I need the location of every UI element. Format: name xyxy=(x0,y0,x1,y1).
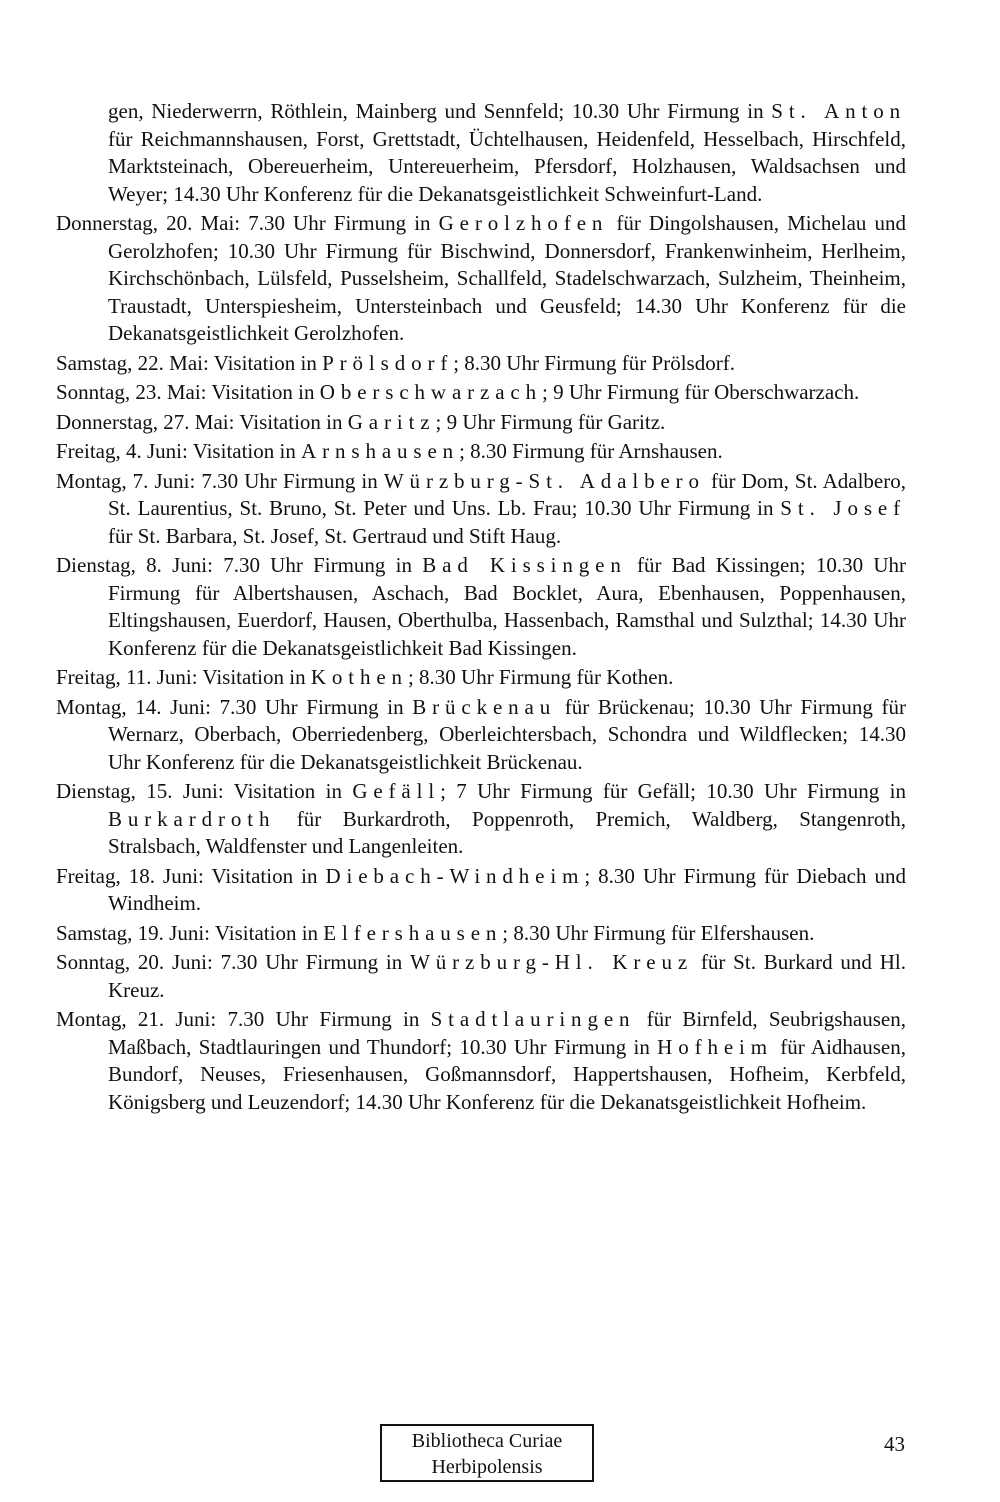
schedule-entry xyxy=(56,350,906,378)
schedule-entry xyxy=(56,664,906,692)
entry-text: Montag, 21. Juni: 7.30 Uhr Firmung in xyxy=(56,1007,431,1031)
entry-text: Freitag, 4. Juni: Visitation in xyxy=(56,439,302,463)
entry-text: ; 8.30 Uhr Firmung für Prölsdorf. xyxy=(453,350,735,375)
entry-text: Samstag, 22. Mai: Visitation in xyxy=(56,350,323,375)
schedule-entry xyxy=(56,98,906,208)
entry-text: für Brückenau; 10.30 Uhr Firmung für Wernarz, Oberbach, Oberriedenberg, Oberleichtersbach, Schondra und Wildflecken; 14.30 Uhr Konferenz für die Dekanatsgeistlichkeit Brückenau. xyxy=(108,694,906,774)
place-name-spaced: Hofheim xyxy=(657,1034,773,1059)
document-page xyxy=(56,98,906,1118)
schedule-entry xyxy=(56,438,906,466)
schedule-entry xyxy=(56,1006,906,1116)
schedule-entry xyxy=(56,778,906,861)
place-name-spaced: Burkardroth xyxy=(108,806,276,831)
entry-text: Montag, 7. Juni: 7.30 Uhr Firmung in xyxy=(56,468,384,493)
entry-text: für Burkardroth, Poppenroth, Premich, Waldberg, Stangenroth, Stralsbach, Waldfenster und Langenleiten. xyxy=(108,806,906,858)
place-name-spaced: Oberschwarzach xyxy=(319,380,543,404)
entry-text: ; 8.30 Firmung für Arnshausen. xyxy=(459,439,723,463)
place-name-spaced: Diebach-Windheim xyxy=(325,863,585,888)
entry-text: ; 8.30 Uhr Firmung für Elfershausen. xyxy=(502,920,815,945)
entry-text: ; 8.30 Uhr Firmung für Diebach und Windheim. xyxy=(108,863,906,915)
entry-text: für Dom, St. Adalbero, St. Laurentius, St. Bruno, St. Peter und Uns. Lb. Frau; 10.30 Uhr Firmung in xyxy=(108,468,906,520)
page-footer xyxy=(0,1424,1000,1484)
entry-text: gen, Niederwerrn, Röthlein, Mainberg und Sennfeld; 10.30 Uhr Firmung in xyxy=(108,99,772,123)
schedule-entry xyxy=(56,379,906,407)
place-name-spaced: Bad Kissingen xyxy=(422,553,627,577)
place-name-spaced: St. Anton xyxy=(771,99,906,123)
place-name-spaced: Gefäll xyxy=(352,779,441,803)
entry-text: für St. Burkard und Hl. Kreuz. xyxy=(108,950,906,1002)
entry-text: ; 9 Uhr Firmung für Oberschwarzach. xyxy=(542,380,860,404)
place-name-spaced: Gerolzhofen xyxy=(438,211,609,235)
entry-text: ; 8.30 Uhr Firmung für Kothen. xyxy=(407,665,674,689)
library-stamp xyxy=(380,1424,594,1482)
entry-text: ; 9 Uhr Firmung für Garitz. xyxy=(435,409,666,434)
entry-text: für Aidhausen, Bundorf, Neuses, Friesenhausen, Goßmannsdorf, Happertshausen, Hofheim, Kerbfeld, Königsberg und Leuzendorf; 14.30 Uhr Konferenz für die Dekanatsgeistlichkeit Hofheim. xyxy=(108,1034,906,1114)
place-name-spaced: Arnshausen xyxy=(301,439,460,463)
entry-text: Sonntag, 23. Mai: Visitation in xyxy=(56,380,320,404)
schedule-entry xyxy=(56,694,906,777)
entry-text: Donnerstag, 20. Mai: 7.30 Uhr Firmung in xyxy=(56,211,439,235)
place-name-spaced: Brückenau xyxy=(412,694,557,719)
schedule-entry xyxy=(56,920,906,948)
entry-text: Freitag, 18. Juni: Visitation in xyxy=(56,863,326,888)
schedule-entry xyxy=(56,552,906,662)
place-name-spaced: Elfershausen xyxy=(323,920,503,945)
place-name-spaced: Kothen xyxy=(310,665,408,689)
entry-text: für Reichmannshausen, Forst, Grettstadt, Üchtelhausen, Heidenfeld, Hesselbach, Hirschfeld, Marktsteinach, Obereuerheim, Untereuerheim, Pfersdorf, Holzhausen, Waldsachsen und Weyer; 14.30 Uhr Konferenz für die Dekanatsgeistlichkeit Schweinfurt-Land. xyxy=(108,126,906,206)
schedule-entry xyxy=(56,949,906,1004)
entry-text: Montag, 14. Juni: 7.30 Uhr Firmung in xyxy=(56,694,413,719)
place-name-spaced: Prölsdorf xyxy=(322,350,454,375)
entry-text: Dienstag, 15. Juni: Visitation in xyxy=(56,779,353,803)
stamp-line-2: Herbipolensis xyxy=(431,1456,543,1478)
entry-text: ; 7 Uhr Firmung für Gefäll; 10.30 Uhr Firmung in xyxy=(440,779,906,803)
entry-text: für St. Barbara, St. Josef, St. Gertraud und Stift Haug. xyxy=(108,523,562,548)
place-name-spaced: Stadtlauringen xyxy=(430,1007,636,1031)
schedule-entry xyxy=(56,210,906,348)
entry-text: für Dingolshausen, Michelau und Gerolzhofen; 10.30 Uhr Firmung für Bischwind, Donnersdorf, Frankenwinheim, Herlheim, Kirchschönbach, Lülsfeld, Pusselsheim, Schallfeld, Stadelschwarzach, Sulzheim, Theinheim, Traustadt, Unterspiesheim, Untersteinbach und Geusfeld; 14.30 Uhr Konferenz für die Dekanatsgeistlichkeit Gerolzhofen. xyxy=(108,211,906,345)
place-name-spaced: St. Josef xyxy=(780,496,906,520)
schedule-entries xyxy=(56,98,906,1116)
stamp-line-1: Bibliotheca Curiae xyxy=(411,1430,563,1452)
place-name-spaced: Garitz xyxy=(347,409,436,434)
entry-text: Freitag, 11. Juni: Visitation in xyxy=(56,665,311,689)
schedule-entry xyxy=(56,409,906,437)
entry-text: Samstag, 19. Juni: Visitation in xyxy=(56,920,324,945)
schedule-entry xyxy=(56,468,906,551)
entry-text: Donnerstag, 27. Mai: Visitation in xyxy=(56,409,348,434)
entry-text: Dienstag, 8. Juni: 7.30 Uhr Firmung in xyxy=(56,553,423,577)
schedule-entry xyxy=(56,863,906,918)
place-name-spaced: Würzburg-Hl. Kreuz xyxy=(410,950,694,974)
page-number: 43 xyxy=(884,1432,905,1456)
place-name-spaced: Würzburg-St. Adalbero xyxy=(383,468,705,493)
entry-text: für Bad Kissingen; 10.30 Uhr Firmung für Albertshausen, Aschach, Bad Bocklet, Aura, Ebenhausen, Poppenhausen, Eltingshausen, Euerdorf, Hausen, Oberthulba, Hassenbach, Ramsthal und Sulzthal; 14.30 Uhr Konferenz für die Dekanatsgeistlichkeit Bad Kissingen. xyxy=(108,553,906,660)
entry-text: für Birnfeld, Seubrigshausen, Maßbach, Stadtlauringen und Thundorf; 10.30 Uhr Firmung in xyxy=(108,1007,906,1059)
entry-text: Sonntag, 20. Juni: 7.30 Uhr Firmung in xyxy=(56,950,411,974)
